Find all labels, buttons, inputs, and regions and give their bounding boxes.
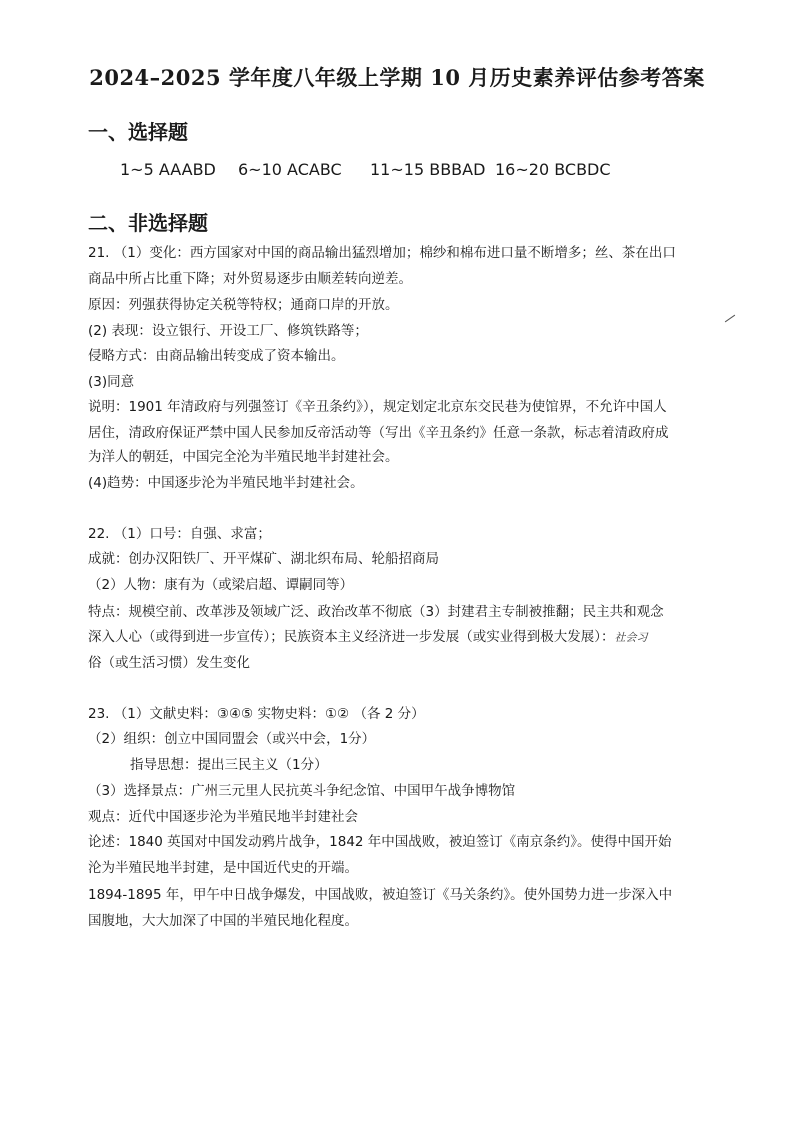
answer-line: 俗（或生活习惯）发生变化 xyxy=(88,655,250,671)
answer-line: （2）人物：康有为（或梁启超、谭嗣同等） xyxy=(88,577,354,593)
page-title: 2024–2025 学年度八年级上学期 10 月历史素养评估参考答案 xyxy=(89,65,705,90)
answer-line: 成就：创办汉阳铁厂、开平煤矿、湖北织布局、轮船招商局 xyxy=(88,551,439,567)
answer-line: 特点：规模空前、改革涉及领域广泛、政治改革不彻底（3）封建君主专制被推翻；民主共和观念 xyxy=(88,604,664,620)
mc-answer-group: 16~20 BCBDC xyxy=(495,160,611,179)
answer-line: 23. （1）文献史料：③④⑤ 实物史料：①② （各 2 分） xyxy=(88,706,425,722)
answer-line: (3)同意 xyxy=(88,374,135,390)
section-heading-non-multiple-choice: 二、非选择题 xyxy=(88,211,208,235)
answer-line: （2）组织：创立中国同盟会（或兴中会，1分） xyxy=(88,731,376,747)
answer-text: 深入人心（或得到进一步宣传）；民族资本主义经济进一步发展（或实业得到极大发展）： xyxy=(88,629,615,645)
answer-line: 22. （1）口号：自强、求富； xyxy=(88,526,271,542)
answer-line: 商品中所占比重下降；对外贸易逐步由顺差转向逆差。 xyxy=(88,271,412,287)
answer-line xyxy=(88,628,648,647)
answer-line: 侵略方式：由商品输出转变成了资本输出。 xyxy=(88,348,345,364)
mc-answer-group: 1~5 AAABD xyxy=(120,160,216,179)
mc-answer-group: 6~10 ACABC xyxy=(238,160,342,179)
answer-line: 居住，清政府保证严禁中国人民参加反帝活动等（写出《辛丑条约》任意一条款，标志着清政府成 xyxy=(88,425,669,441)
answer-line: 观点：近代中国逐步沦为半殖民地半封建社会 xyxy=(88,809,358,825)
answer-line: 沦为半殖民地半封建，是中国近代史的开端。 xyxy=(88,860,358,876)
answer-line: 为洋人的朝廷，中国完全沦为半殖民地半封建社会。 xyxy=(88,449,399,465)
answer-line: 国腹地，大大加深了中国的半殖民地化程度。 xyxy=(88,913,358,929)
stray-pen-mark xyxy=(725,315,735,323)
answer-line: 1894-1895 年，甲午中日战争爆发，中国战败，被迫签订《马关条约》。使外国势力进一步深入中 xyxy=(88,887,673,903)
answer-line: 论述：1840 英国对中国发动鸦片战争，1842 年中国战败，被迫签订《南京条约》。使得中国开始 xyxy=(88,834,672,850)
answer-line: (2) 表现：设立银行、开设工厂、修筑铁路等； xyxy=(88,323,368,339)
answer-line: (4)趋势：中国逐步沦为半殖民地半封建社会。 xyxy=(88,475,364,491)
answer-line: （3）选择景点：广州三元里人民抗英斗争纪念馆、中国甲午战争博物馆 xyxy=(88,783,516,799)
section-heading-multiple-choice: 一、选择题 xyxy=(88,120,188,144)
answer-line: 指导思想：提出三民主义（1分） xyxy=(130,757,328,773)
answer-line: 原因：列强获得协定关税等特权；通商口岸的开放。 xyxy=(88,297,399,313)
answer-line: 说明：1901 年清政府与列强签订《辛丑条约》），规定划定北京东交民巷为使馆界，不允许中国人 xyxy=(88,399,667,415)
answer-line: 21. （1）变化：西方国家对中国的商品输出猛烈增加；棉纱和棉布进口量不断增多；丝、茶在出口 xyxy=(88,245,676,261)
mc-answer-group: 11~15 BBBAD xyxy=(370,160,486,179)
handwritten-note: 社会习 xyxy=(614,631,648,644)
